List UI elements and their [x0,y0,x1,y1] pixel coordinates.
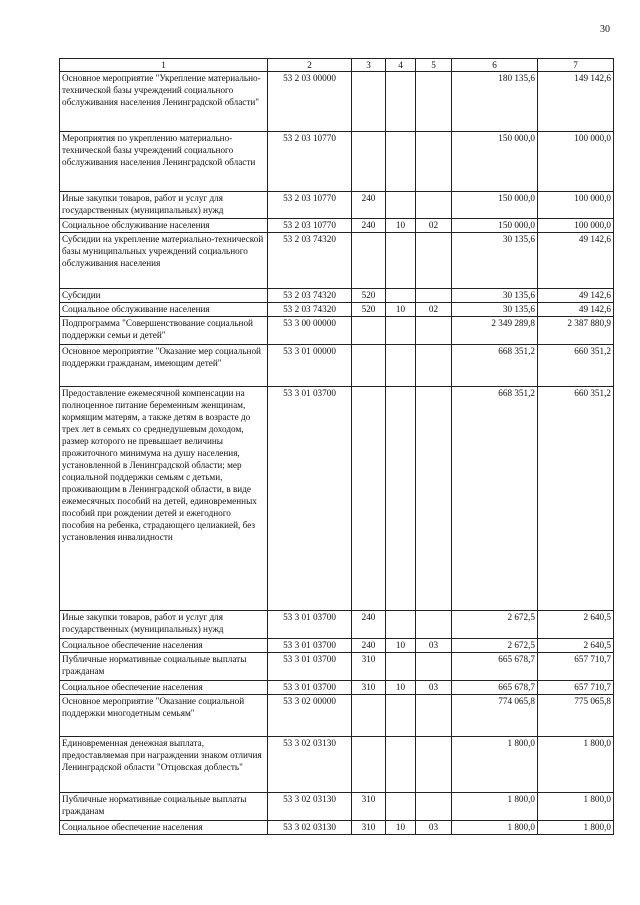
row-pr [416,387,452,611]
row-value-2019: 100 000,0 [538,219,614,233]
row-rz [386,695,416,737]
column-header: 6 [452,59,538,72]
header-row [60,59,614,72]
row-code: 53 3 01 03700 [268,387,352,611]
table-row [60,611,614,639]
row-value-2019: 660 351,2 [538,345,614,387]
row-code: 53 2 03 00000 [268,72,352,132]
table-row [60,653,614,681]
column-header: 5 [416,59,452,72]
row-vr: 240 [352,192,386,219]
row-name: Основное мероприятие "Укрепление материально- технической базы учреждений социального обслуживания населения Ленинградской области" [60,72,268,132]
row-pr [416,695,452,737]
column-header: 1 [60,59,268,72]
row-name: Предоставление ежемесячной компенсации на полноценное питание беременным женщинам, кормящим матерям, а также детям в возрасте до трех лет в семьях со среднедушевым доходом, размер которого не превышает величины прожиточного минимума на душу населения, установленной в Ленинградской области; мер социальной поддержки семьям с детьми, проживающим в Ленинградской области, в виде ежемесячных пособий на детей, единовременных пособий при рождении детей и ежегодного пособия на ребенка, страдающего целиакией, без установления инвалидности [60,387,268,611]
row-rz [386,345,416,387]
row-code: 53 2 03 10770 [268,219,352,233]
table-row [60,233,614,289]
row-value-2019: 657 710,7 [538,653,614,681]
row-value-2018: 2 349 289,8 [452,317,538,345]
row-rz [386,317,416,345]
row-name: Социальное обслуживание населения [60,303,268,317]
row-code: 53 2 03 74320 [268,289,352,303]
row-pr [416,317,452,345]
row-name: Иные закупки товаров, работ и услуг для государственных (муниципальных) нужд [60,611,268,639]
row-value-2019: 1 800,0 [538,793,614,821]
row-pr [416,793,452,821]
row-value-2019: 49 142,6 [538,289,614,303]
row-name: Социальное обеспечение населения [60,639,268,653]
row-code: 53 3 02 00000 [268,695,352,737]
row-code: 53 3 02 03130 [268,793,352,821]
row-value-2018: 150 000,0 [452,192,538,219]
row-value-2018: 150 000,0 [452,219,538,233]
row-vr: 240 [352,639,386,653]
row-pr [416,72,452,132]
row-value-2019: 1 800,0 [538,821,614,835]
row-value-2019: 49 142,6 [538,233,614,289]
row-vr: 310 [352,821,386,835]
table-row [60,639,614,653]
row-name: Мероприятия по укреплению материально-технической базы учреждений социального обслуживания населения Ленинградской области [60,132,268,192]
row-value-2019: 100 000,0 [538,192,614,219]
row-vr [352,233,386,289]
row-pr [416,737,452,793]
row-value-2018: 668 351,2 [452,387,538,611]
row-rz [386,611,416,639]
row-name: Основное мероприятие "Оказание социальной поддержки многодетным семьям" [60,695,268,737]
row-value-2018: 2 672,5 [452,611,538,639]
row-value-2018: 668 351,2 [452,345,538,387]
row-code: 53 3 01 03700 [268,611,352,639]
row-code: 53 3 01 03700 [268,639,352,653]
column-header: 3 [352,59,386,72]
row-value-2018: 774 065,8 [452,695,538,737]
row-value-2018: 30 135,6 [452,303,538,317]
row-vr: 520 [352,303,386,317]
row-rz: 10 [386,681,416,695]
table-row [60,72,614,132]
row-code: 53 2 03 74320 [268,303,352,317]
row-code: 53 3 01 03700 [268,653,352,681]
row-name: Социальное обеспечение населения [60,821,268,835]
row-value-2019: 100 000,0 [538,132,614,192]
row-value-2019: 775 065,8 [538,695,614,737]
row-name: Публичные нормативные социальные выплаты гражданам [60,653,268,681]
row-pr: 03 [416,821,452,835]
table-row [60,793,614,821]
row-value-2018: 30 135,6 [452,289,538,303]
row-name: Субсидии на укрепление материально-технической базы муниципальных учреждений социального обслуживания населения [60,233,268,289]
row-code: 53 3 00 00000 [268,317,352,345]
row-value-2018: 1 800,0 [452,793,538,821]
row-vr [352,317,386,345]
row-pr: 03 [416,681,452,695]
table-row [60,821,614,835]
row-rz: 10 [386,639,416,653]
row-code: 53 2 03 10770 [268,132,352,192]
row-vr: 240 [352,219,386,233]
row-value-2018: 150 000,0 [452,132,538,192]
row-name: Субсидии [60,289,268,303]
row-vr: 310 [352,653,386,681]
row-code: 53 3 02 03130 [268,821,352,835]
row-name: Подпрограмма "Совершенствование социальной поддержки семьи и детей" [60,317,268,345]
table-row [60,695,614,737]
row-vr [352,72,386,132]
row-code: 53 2 03 74320 [268,233,352,289]
row-value-2019: 2 640,5 [538,639,614,653]
row-value-2018: 1 800,0 [452,737,538,793]
table-row [60,132,614,192]
table-row [60,192,614,219]
row-vr [352,345,386,387]
row-vr: 520 [352,289,386,303]
row-name: Основное мероприятие "Оказание мер социальной поддержки гражданам, имеющим детей" [60,345,268,387]
column-header: 4 [386,59,416,72]
budget-table [59,58,614,835]
row-code: 53 3 01 03700 [268,681,352,695]
table-row [60,289,614,303]
row-value-2018: 665 678,7 [452,681,538,695]
row-pr: 02 [416,219,452,233]
row-pr [416,233,452,289]
row-rz: 10 [386,303,416,317]
table-row [60,345,614,387]
row-rz: 10 [386,219,416,233]
row-pr [416,345,452,387]
row-name: Иные закупки товаров, работ и услуг для государственных (муниципальных) нужд [60,192,268,219]
row-pr [416,192,452,219]
row-pr [416,653,452,681]
column-header: 7 [538,59,614,72]
row-pr [416,132,452,192]
row-rz [386,387,416,611]
row-code: 53 3 01 00000 [268,345,352,387]
row-value-2018: 665 678,7 [452,653,538,681]
table-row [60,317,614,345]
row-vr: 310 [352,681,386,695]
row-pr [416,611,452,639]
row-value-2018: 1 800,0 [452,821,538,835]
table-row [60,303,614,317]
row-name: Единовременная денежная выплата, предоставляемая при награждении знаком отличия Ленинградской области "Отцовская доблесть" [60,737,268,793]
row-value-2019: 2 640,5 [538,611,614,639]
table-row [60,219,614,233]
row-vr [352,737,386,793]
row-name: Социальное обеспечение населения [60,681,268,695]
row-value-2019: 49 142,6 [538,303,614,317]
row-vr [352,132,386,192]
row-value-2019: 657 710,7 [538,681,614,695]
row-rz [386,72,416,132]
row-rz [386,653,416,681]
row-rz [386,737,416,793]
row-vr [352,695,386,737]
row-rz: 10 [386,821,416,835]
row-rz [386,233,416,289]
row-rz [386,192,416,219]
table-row [60,681,614,695]
row-rz [386,132,416,192]
row-value-2018: 180 135,6 [452,72,538,132]
page-number: 30 [600,24,610,35]
row-value-2019: 1 800,0 [538,737,614,793]
row-code: 53 3 02 03130 [268,737,352,793]
row-value-2019: 2 387 880,9 [538,317,614,345]
row-vr: 310 [352,793,386,821]
table-body [60,72,614,835]
column-header: 2 [268,59,352,72]
row-rz [386,289,416,303]
row-value-2018: 30 135,6 [452,233,538,289]
row-value-2019: 660 351,2 [538,387,614,611]
table-row [60,387,614,611]
row-vr [352,387,386,611]
row-name: Социальное обслуживание населения [60,219,268,233]
row-name: Публичные нормативные социальные выплаты гражданам [60,793,268,821]
row-vr: 240 [352,611,386,639]
row-value-2018: 2 672,5 [452,639,538,653]
table-row [60,737,614,793]
row-rz [386,793,416,821]
row-pr [416,289,452,303]
row-pr: 02 [416,303,452,317]
row-value-2019: 149 142,6 [538,72,614,132]
row-pr: 03 [416,639,452,653]
row-code: 53 2 03 10770 [268,192,352,219]
